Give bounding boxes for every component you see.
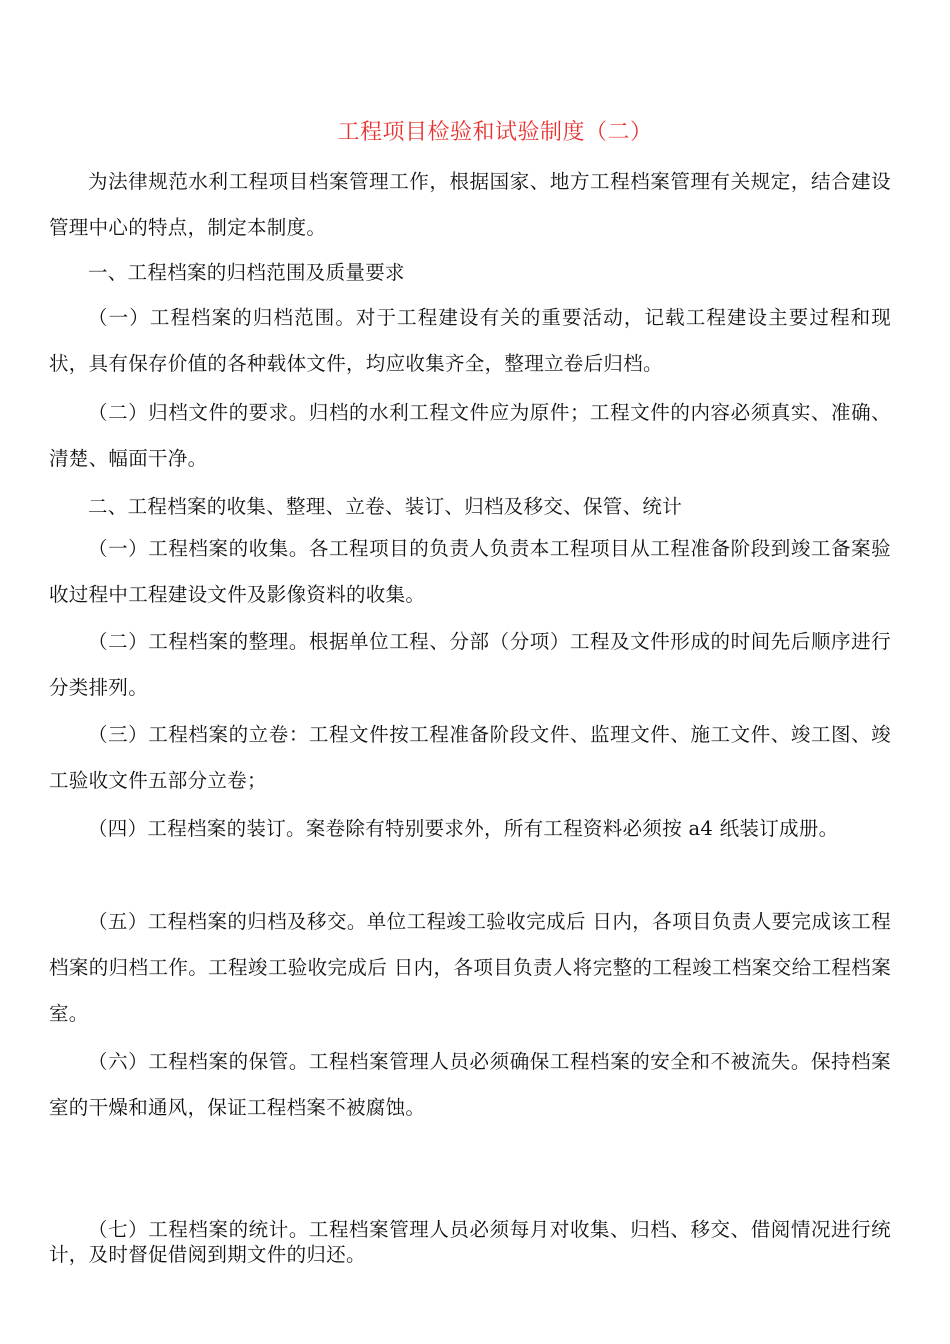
paragraph-2-2: （二）工程档案的整理。根据单位工程、分部（分项）工程及文件形成的时间先后顺序进行分类排列。 — [49, 630, 891, 699]
section-heading-2: 二、工程档案的收集、整理、立卷、装订、归档及移交、保管、统计 — [88, 495, 683, 518]
paragraph-2-3: （三）工程档案的立卷：工程文件按工程准备阶段文件、监理文件、施工文件、竣工图、竣工验收文件五部分立卷； — [49, 723, 891, 792]
paragraph-2-6: （六）工程档案的保管。工程档案管理人员必须确保工程档案的安全和不被流失。保持档案室的干燥和通风，保证工程档案不被腐蚀。 — [49, 1050, 891, 1119]
paragraph-intro: 为法律规范水利工程项目档案管理工作，根据国家、地方工程档案管理有关规定，结合建设管理中心的特点，制定本制度。 — [49, 170, 891, 239]
paragraph-2-1: （一）工程档案的收集。各工程项目的负责人负责本工程项目从工程准备阶段到竣工备案验收过程中工程建设文件及影像资料的收集。 — [49, 537, 891, 606]
paragraph-2-5: （五）工程档案的归档及移交。单位工程竣工验收完成后 日内，各项目负责人要完成该工程档案的归档工作。工程竣工验收完成后 日内，各项目负责人将完整的工程竣工档案交给工程档案室。 — [49, 910, 891, 1025]
paragraph-2-4: （四）工程档案的装订。案卷除有特别要求外，所有工程资料必须按 a4 纸装订成册。 — [88, 817, 839, 840]
paragraph-2-7: （七）工程档案的统计。工程档案管理人员必须每月对收集、归档、移交、借阅情况进行统计，及时督促借阅到期文件的归还。 — [49, 1218, 891, 1266]
paragraph-1-2: （二）归档文件的要求。归档的水利工程文件应为原件；工程文件的内容必须真实、准确、清楚、幅面干净。 — [49, 401, 891, 470]
paragraph-1-1: （一）工程档案的归档范围。对于工程建设有关的重要活动，记载工程建设主要过程和现状，具有保存价值的各种载体文件，均应收集齐全，整理立卷后归档。 — [49, 306, 891, 375]
document-title: 工程项目检验和试验制度（二） — [337, 120, 653, 145]
section-heading-1: 一、工程档案的归档范围及质量要求 — [88, 261, 405, 284]
